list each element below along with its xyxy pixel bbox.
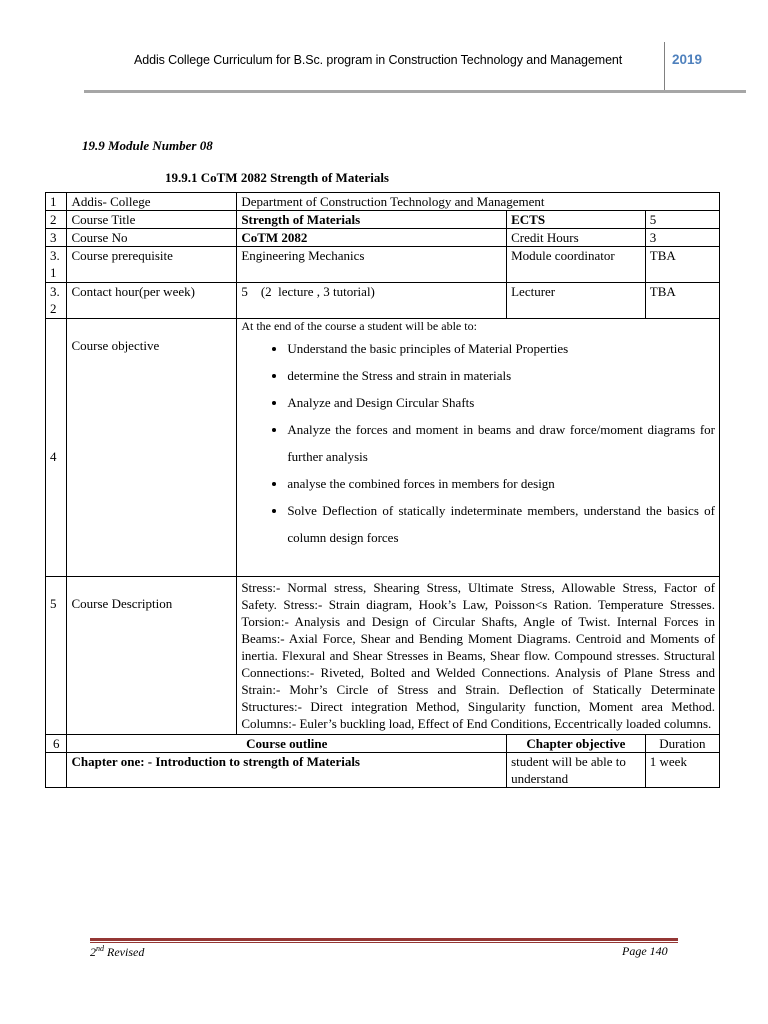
row-value: Engineering Mechanics: [237, 247, 507, 283]
row-label: Addis- College: [67, 193, 237, 211]
table-row: [46, 735, 720, 753]
revised-superscript: nd: [96, 944, 104, 953]
page-header: [84, 42, 746, 92]
row-number: 1: [46, 193, 67, 211]
row-number: [46, 753, 67, 788]
row-key: Lecturer: [507, 283, 646, 319]
row-key-value: 3: [645, 229, 719, 247]
row-label: Course Title: [67, 211, 237, 229]
row-value: 5 (2 lecture , 3 tutorial): [237, 283, 507, 319]
row-number: 3. 1: [46, 247, 67, 283]
list-item: • Understand the basic principles of Material Properties: [287, 335, 715, 362]
table-row: [46, 319, 720, 577]
chapter-objective: student will be able to understand: [507, 753, 646, 788]
outline-header: Course outline: [67, 735, 507, 753]
footer-rule-thin: [90, 942, 678, 943]
chapter-duration: 1 week: [645, 753, 719, 788]
objective-list: [241, 335, 715, 551]
row-label: Course Description: [67, 577, 237, 735]
course-heading: 19.9.1 CoTM 2082 Strength of Materials: [165, 170, 389, 185]
course-objective-cell: [237, 319, 720, 577]
footer-rule: [90, 938, 678, 941]
row-label: Contact hour(per week): [67, 283, 237, 319]
row-number: 3. 2: [46, 283, 67, 319]
table-row: [46, 753, 720, 788]
header-rule: [84, 90, 746, 93]
objective-intro: At the end of the course a student will be able to:: [241, 319, 477, 333]
row-number: 2: [46, 211, 67, 229]
footer-revised: [90, 944, 144, 960]
revised-text: Revised: [104, 945, 145, 959]
course-description: Stress:- Normal stress, Shearing Stress, Ultimate Stress, Allowable Stress, Factor of Safety. Stress:- Strain diagram, Hook’s Law, Poisson<s Ration. Temperature Stresses. Torsion:- Analysis and Design of Circular Shafts, Angle of Twist. Internal Forces in Beams:- Axial Force, Shear and Bending Moment Diagrams. Centroid and Moments of inertia. Flexural and Shear Stresses in Beams, Shear flow. Compound stresses. Structural Connections:- Riveted, Bolted and Welded Connections. Analysis of Plane Stress and Strain:- Mohr’s Circle of Stress and Strain. Deflection of Statically Determinate Structures:- Direct integration Method, Singularity function, Moment area Method. Columns:- Euler’s buckling load, Effect of End Conditions, Eccentrically loaded columns.: [237, 577, 720, 735]
table-row: [46, 229, 720, 247]
row-key-value: TBA: [645, 247, 719, 283]
list-item: • analyse the combined forces in members for design: [287, 470, 715, 497]
row-label: Course No: [67, 229, 237, 247]
row-value: CoTM 2082: [237, 229, 507, 247]
duration-header: Duration: [645, 735, 719, 753]
header-year: 2019: [672, 52, 703, 67]
revised-number: 2: [90, 945, 96, 959]
row-number: 3: [46, 229, 67, 247]
list-item: • Analyze the forces and moment in beams and draw force/moment diagrams for further analysis: [287, 416, 715, 470]
row-key-value: TBA: [645, 283, 719, 319]
row-key-value: 5: [645, 211, 719, 229]
row-value: Strength of Materials: [237, 211, 507, 229]
module-heading: 19.9 Module Number 08: [82, 138, 213, 153]
course-table: [45, 192, 720, 788]
row-key: ECTS: [507, 211, 646, 229]
list-item: • Solve Deflection of statically indeterminate members, understand the basics of column design forces: [287, 497, 715, 551]
header-title: Addis College Curriculum for B.Sc. program in Construction Technology and Management: [134, 53, 623, 67]
header-divider: [664, 42, 665, 92]
row-value: Department of Construction Technology and Management: [237, 193, 720, 211]
footer-page-number: Page 140: [622, 944, 668, 958]
row-label: Course prerequisite: [67, 247, 237, 283]
chapter-title: Chapter one: - Introduction to strength of Materials: [67, 753, 507, 788]
table-row: [46, 577, 720, 735]
row-key: Credit Hours: [507, 229, 646, 247]
row-number: 5: [46, 577, 67, 735]
row-number: 4: [46, 319, 67, 577]
table-row: [46, 247, 720, 283]
table-row: [46, 193, 720, 211]
objective-header: Chapter objective: [507, 735, 646, 753]
table-row: [46, 211, 720, 229]
list-item: • determine the Stress and strain in materials: [287, 362, 715, 389]
table-row: [46, 283, 720, 319]
row-key: Module coordinator: [507, 247, 646, 283]
list-item: • Analyze and Design Circular Shafts: [287, 389, 715, 416]
row-label: Course objective: [67, 319, 237, 577]
row-number: 6: [46, 735, 67, 753]
